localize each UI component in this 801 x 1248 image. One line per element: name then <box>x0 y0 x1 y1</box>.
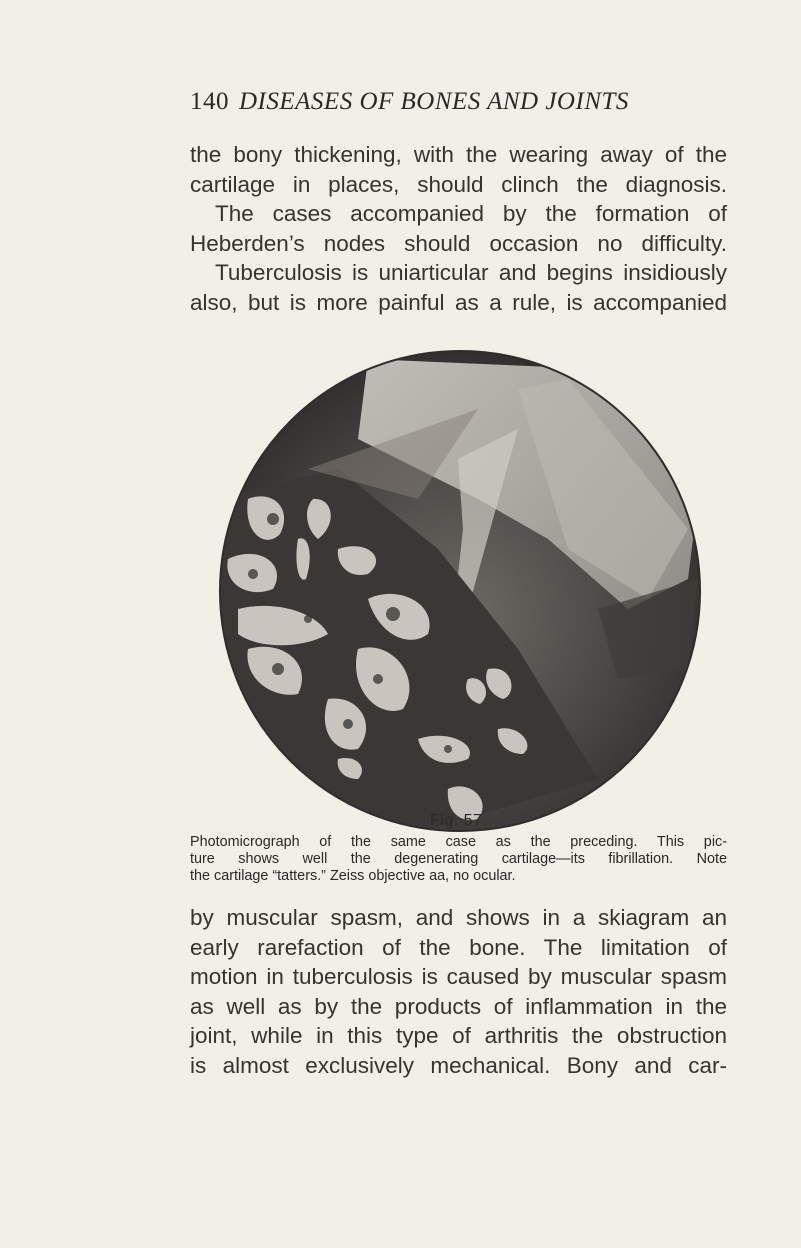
text-line: joint, while in this type of arthritis the obstruction <box>190 1023 727 1048</box>
caption-line: Photomicrograph of the same case as the preceding. This pic- <box>190 834 727 850</box>
text-line: early rarefaction of the bone. The limitation of <box>190 934 727 960</box>
text-line: also, but is more painful as a rule, is accompanied <box>190 289 727 315</box>
caption-line: the cartilage “tatters.” Zeiss objective aa, no ocular. <box>190 868 516 884</box>
figure-caption <box>190 834 727 885</box>
text-line: The cases accompanied by the formation of <box>215 201 727 226</box>
text-line: Heberden’s nodes should occasion no difficulty. <box>190 230 727 256</box>
text-line: cartilage in places, should clinch the diagnosis. <box>190 171 727 197</box>
text-line: motion in tuberculosis is caused by muscular spasm <box>190 964 727 989</box>
text-line: by muscular spasm, and shows in a skiagram an <box>190 905 727 930</box>
figure-label: Fig. 57. <box>430 812 488 829</box>
paragraph-bottom <box>190 903 727 1080</box>
text-line: is almost exclusively mechanical. Bony and car- <box>190 1052 727 1078</box>
text-line: the bony thickening, with the wearing away of the <box>190 142 727 167</box>
running-title: DISEASES OF BONES AND JOINTS <box>239 88 629 115</box>
caption-line: ture shows well the degenerating cartilage—its fibrillation. Note <box>190 851 727 867</box>
photomicrograph <box>218 349 702 833</box>
text-line: Tuberculosis is uniarticular and begins insidiously <box>215 260 727 285</box>
paragraph-top <box>190 140 727 317</box>
page-number: 140 <box>190 88 229 115</box>
text-line: as well as by the products of inflammation in the <box>190 993 727 1019</box>
running-header <box>190 88 710 116</box>
